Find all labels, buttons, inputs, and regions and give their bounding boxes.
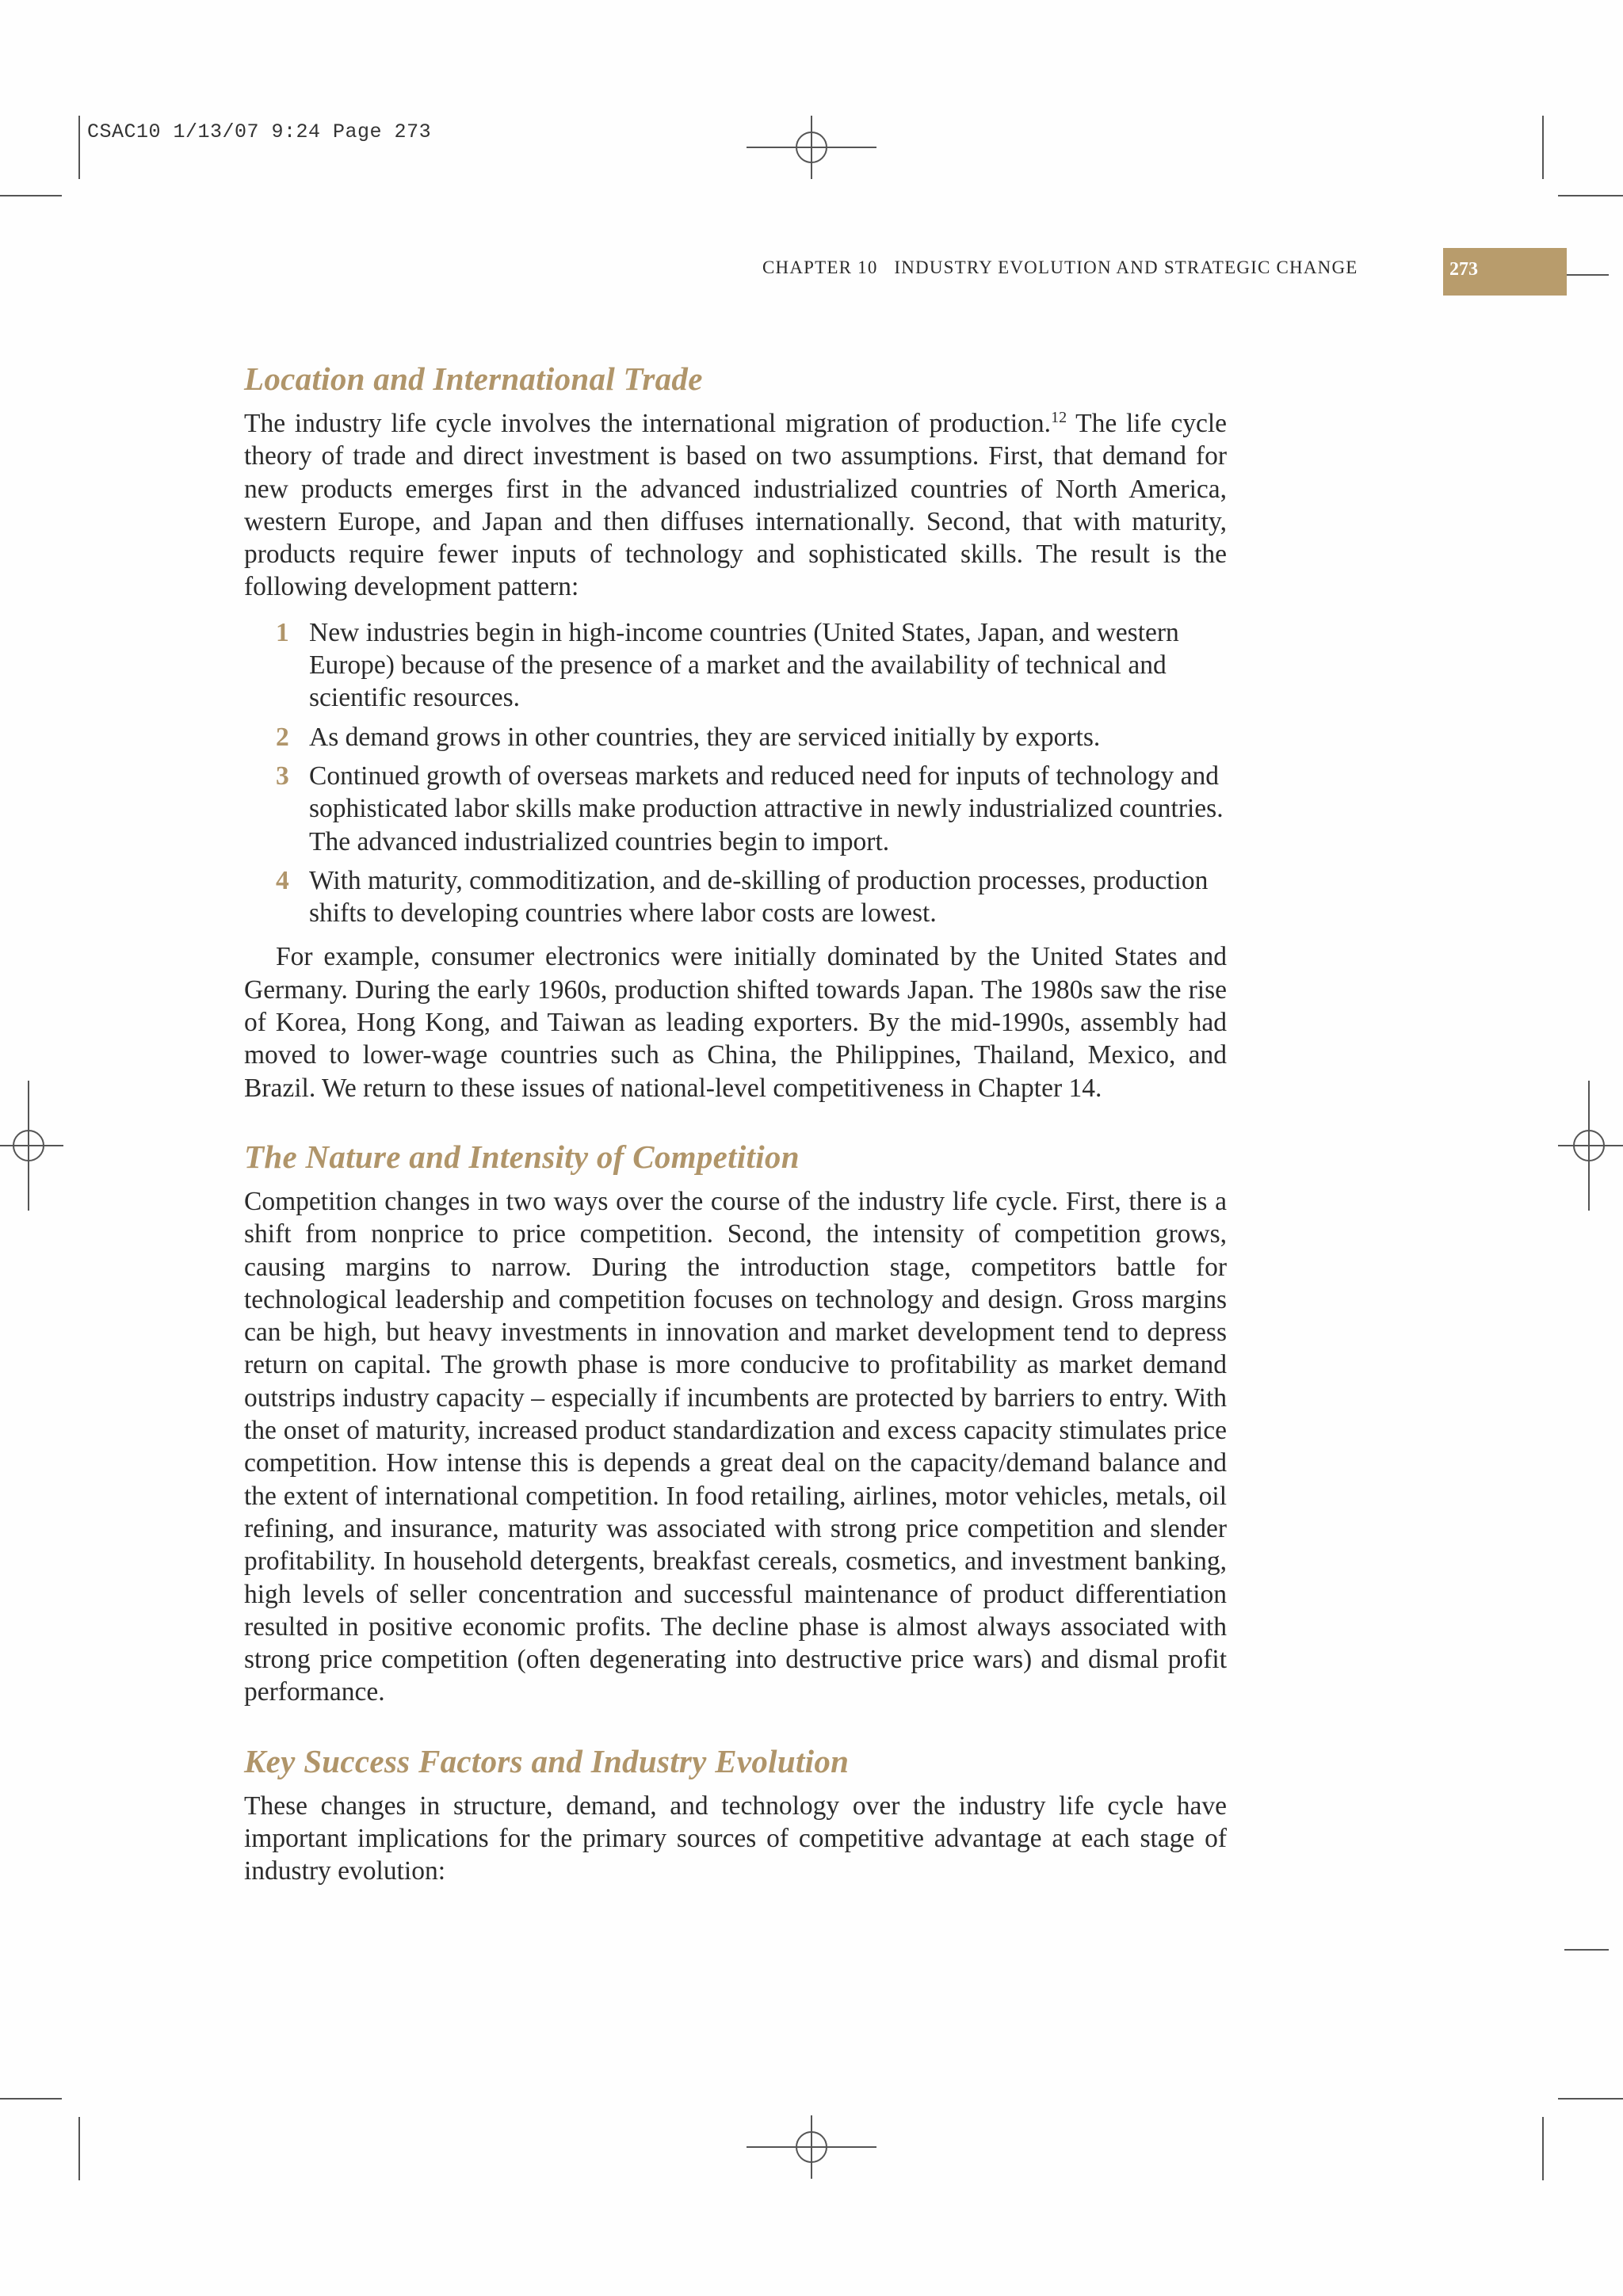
- development-pattern-list: [244, 616, 1227, 930]
- list-number: 3: [276, 761, 289, 791]
- crop-mark-bottom-left-vertical: [78, 2117, 80, 2180]
- section-heading-location-trade: Location and International Trade: [244, 360, 703, 397]
- crop-mark-top-left-vertical: [78, 116, 80, 179]
- section-heading-key-success-factors: Key Success Factors and Industry Evolution: [244, 1742, 850, 1779]
- crop-mark-top-left-horizontal: [0, 195, 62, 196]
- crop-mark-bottom-right-vertical: [1542, 2117, 1544, 2180]
- page-body: [244, 358, 1227, 1888]
- crop-mark-right-small-top: [1564, 274, 1609, 276]
- list-number: 2: [276, 722, 289, 752]
- running-head: CHAPTER 10 INDUSTRY EVOLUTION AND STRATEGIC CHANGE: [762, 257, 1358, 277]
- section-heading-competition: The Nature and Intensity of Competition: [244, 1138, 800, 1175]
- paragraph-competition: Competition changes in two ways over the course of the industry life cycle. First, there is a shift from nonprice to price competition. Second, the intensity of competition grows, causing margins to narrow. During the introduction stage, competitors battle for technological leadership and competition focuses on technology and design. Gross margins can be high, but heavy investments in innovation and market development tend to depress return on capital. The growth phase is more conducive to profitability as market demand outstrips industry capacity – especially if incumbents are protected by barriers to entry. With the onset of maturity, increased product standardization and excess capacity stimulates price competition. How intense this is depends a great deal on the capacity/demand balance and the extent of international competition. In food retailing, airlines, motor vehicles, metals, oil refining, and insurance, maturity was associated with strong price competition and slender profitability. In household detergents, breakfast cereals, cosmetics, and investment banking, high levels of seller concentration and successful maintenance of product differentiation resulted in positive economic profits. The decline phase is almost always associated with strong price competition (often degenerating into destructive price wars) and dismal profit performance.: [244, 1186, 1227, 1707]
- crop-mark-top-right-vertical: [1542, 116, 1544, 179]
- crop-mark-right-small: [1564, 1949, 1609, 1951]
- page-number: 273: [1443, 248, 1567, 296]
- crop-mark-bottom-right-horizontal: [1558, 2098, 1623, 2100]
- registration-mark-right: [1558, 1081, 1623, 1211]
- list-item: 3 Continued growth of overseas markets and reduced need for inputs of technology and sophisticated labor skills make production attractive in newly industrialized countries. The advanced industrialized countries begin to import.: [276, 761, 1224, 856]
- printer-slug: CSAC10 1/13/07 9:24 Page 273: [87, 120, 432, 143]
- registration-mark-bottom: [747, 2115, 876, 2179]
- list-item: 1 New industries begin in high-income countries (United States, Japan, and western Europe) because of the presence of a market and the availability of technical and scientific resources.: [276, 617, 1179, 713]
- registration-mark-left: [0, 1081, 63, 1211]
- paragraph-example: For example, consumer electronics were initially dominated by the United States and Germany. During the early 1960s, production shifted towards Japan. The 1980s saw the rise of Korea, Hong Kong, and Taiwan as leading exporters. By the mid-1990s, assembly had moved to lower-wage countries such as China, the Philippines, Thailand, Mexico, and Brazil. We return to these issues of national-level competitiveness in Chapter 14.: [244, 942, 1227, 1103]
- list-item: 4 With maturity, commoditization, and de-skilling of production processes, production shifts to developing countries where labor costs are lowest.: [276, 865, 1209, 929]
- list-number: 4: [276, 865, 289, 895]
- list-item: 2 As demand grows in other countries, they are serviced initially by exports.: [244, 721, 1227, 753]
- crop-mark-bottom-left-horizontal: [0, 2098, 62, 2100]
- registration-mark-top: [747, 116, 876, 179]
- list-number: 1: [276, 617, 289, 647]
- paragraph-key-success-factors: These changes in structure, demand, and technology over the industry life cycle have important implications for the primary sources of competitive advantage at each stage of industry evolution:: [244, 1791, 1227, 1886]
- paragraph-intro: The industry life cycle involves the international migration of production.$^{12}$ The life cycle theory of trade and direct investment is based on two assumptions. First, that demand for new products emerges first in the advanced industrialized countries of North America, western Europe, and Japan and then diffuses internationally. Second, that with maturity, products require fewer inputs of technology and sophisticated skills. The result is the following development pattern:: [244, 408, 1227, 602]
- footnote-reference: 12: [1051, 408, 1067, 426]
- crop-mark-top-right-horizontal: [1558, 195, 1623, 196]
